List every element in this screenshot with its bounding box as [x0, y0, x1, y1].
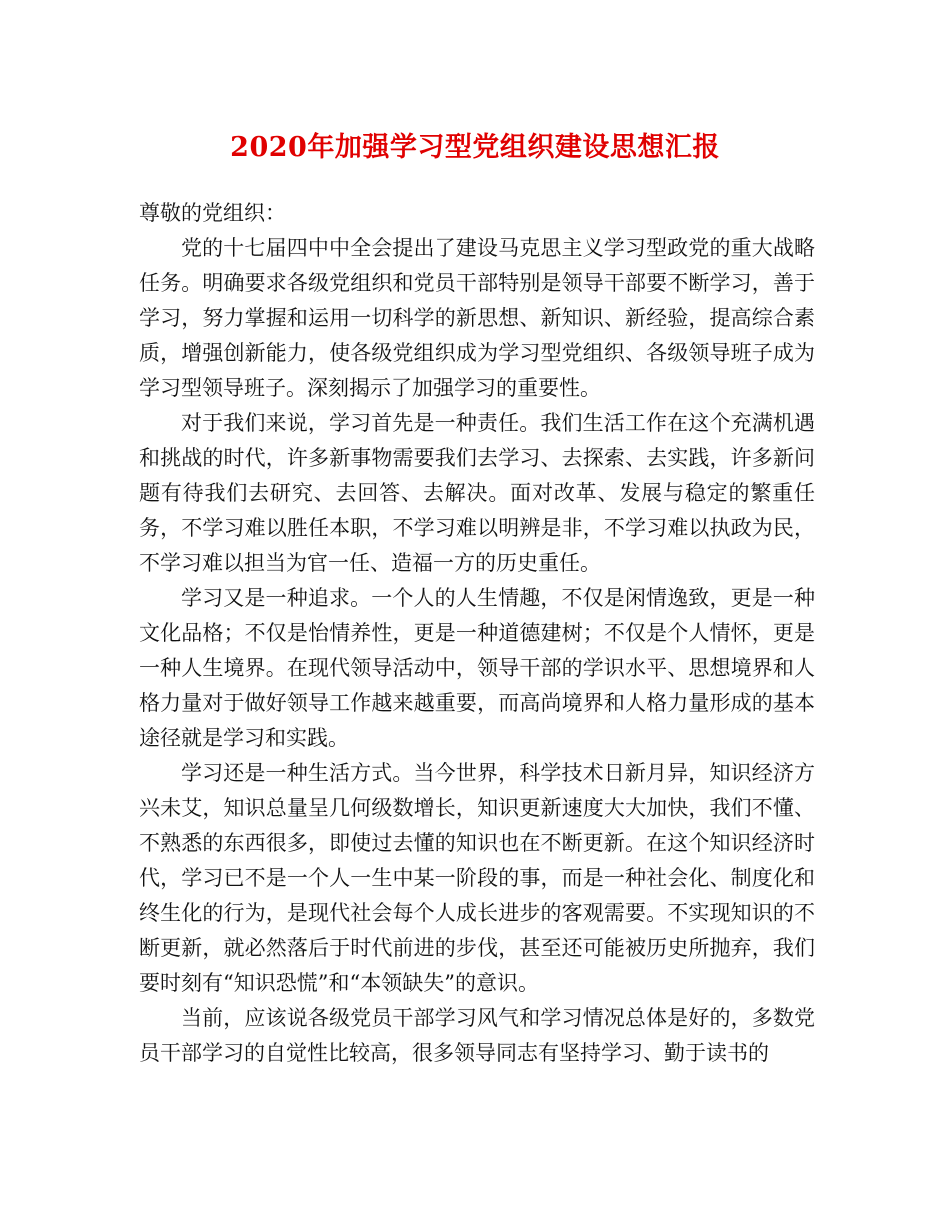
salutation: 尊敬的党组织： — [139, 201, 286, 225]
document-title: 2020年加强学习型党组织建设思想汇报 — [230, 132, 720, 163]
paragraph-1: 党的十七届四中中全会提出了建设马克思主义学习型政党的重大战略任务。明确要求各级党组织和党员干部特别是领导干部要不断学习，善于学习，努力掌握和运用一切科学的新思想、新知识、新经验，提高综合素质，增强创新能力，使各级党组织成为学习型党组织、各级领导班子成为学习型领导班子。深刻揭示了加强学习的重要性。 — [139, 236, 815, 400]
document-body — [139, 196, 815, 1071]
paragraph-5: 当前，应该说各级党员干部学习风气和学习情况总体是好的，多数党员干部学习的自觉性比较高，很多领导同志有坚持学习、勤于读书的 — [139, 1006, 815, 1065]
paragraph-2: 对于我们来说，学习首先是一种责任。我们生活工作在这个充满机遇和挑战的时代，许多新事物需要我们去学习、去探索、去实践，许多新问题有待我们去研究、去回答、去解决。面对改革、发展与稳定的繁重任务，不学习难以胜任本职，不学习难以明辨是非，不学习难以执政为民，不学习难以担当为官一任、造福一方的历史重任。 — [139, 411, 815, 575]
paragraph-4: 学习还是一种生活方式。当今世界，科学技术日新月异，知识经济方兴未艾，知识总量呈几何级数增长，知识更新速度大大加快，我们不懂、不熟悉的东西很多，即使过去懂的知识也在不断更新。在这个知识经济时代，学习已不是一个人一生中某一阶段的事，而是一种社会化、制度化和终生化的行为，是现代社会每个人成长进步的客观需要。不实现知识的不断更新，就必然落后于时代前进的步伐，甚至还可能被历史所抛弃，我们要时刻有“知识恐慌”和“本领缺失”的意识。 — [139, 761, 815, 995]
paragraph-3: 学习又是一种追求。一个人的人生情趣，不仅是闲情逸致，更是一种文化品格；不仅是怡情养性，更是一种道德建树；不仅是个人情怀，更是一种人生境界。在现代领导活动中，领导干部的学识水平、思想境界和人格力量对于做好领导工作越来越重要，而高尚境界和人格力量形成的基本途径就是学习和实践。 — [139, 586, 815, 750]
